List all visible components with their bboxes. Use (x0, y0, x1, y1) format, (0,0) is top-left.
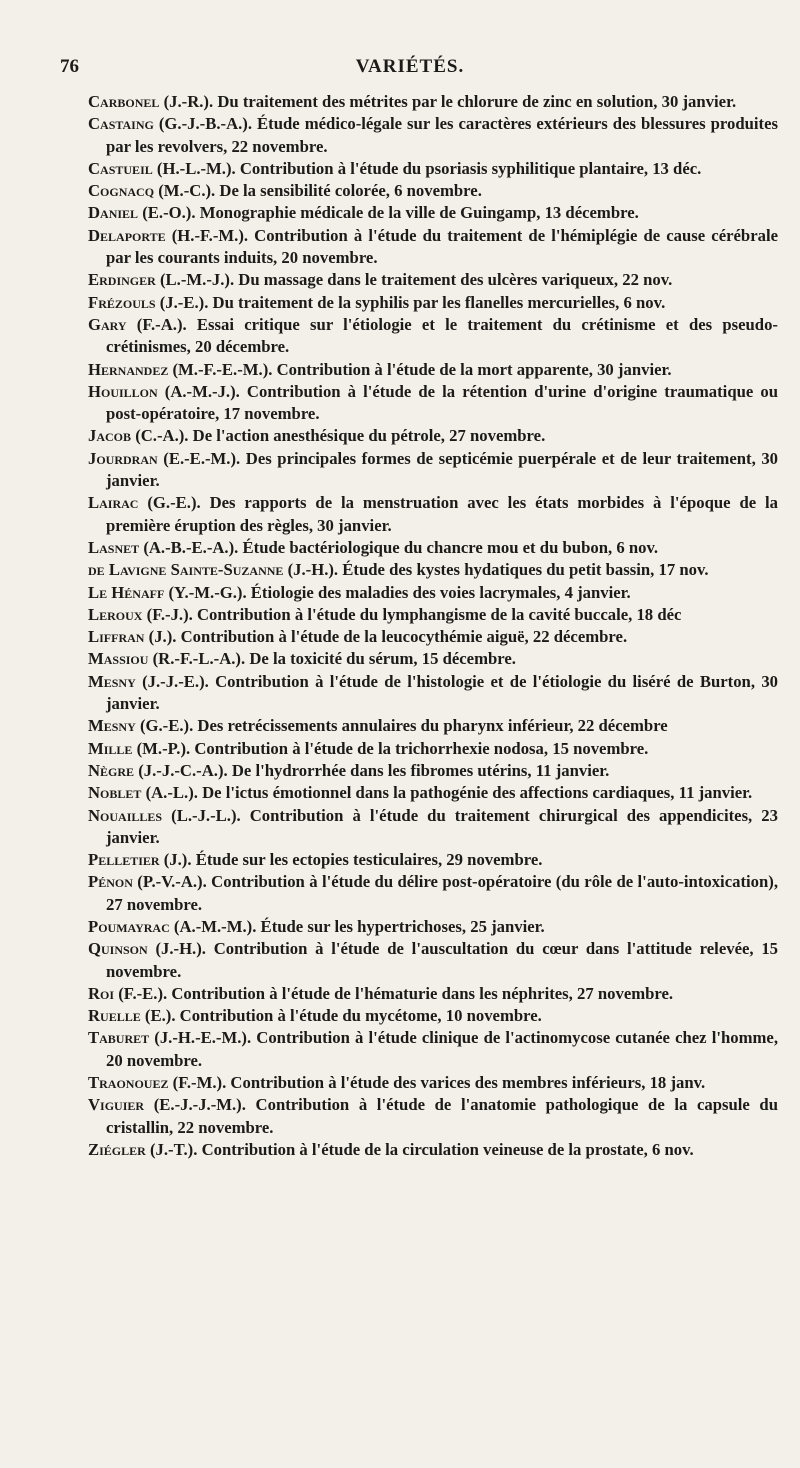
entry-text: (G.-J.-B.-A.). Étude médico-légale sur les caractères extérieurs des blessures produites par les revolvers, 22 novembre. (106, 114, 779, 156)
entry-author: Jourdran (88, 448, 158, 468)
list-item (88, 782, 778, 804)
entry-text: (A.-L.). De l'ictus émotionnel dans la pathogénie des affections cardiaques, 11 janvier. (145, 783, 753, 803)
entry-text: (J.-J.-E.). Contribution à l'étude de l'histologie et de l'étiologie du liséré de Burton, 30 janvier. (106, 671, 779, 714)
list-item (88, 648, 778, 670)
list-item (88, 425, 778, 447)
entry-author: Jacob (88, 426, 132, 446)
list-item (88, 314, 778, 359)
entry-author: Castaing (88, 114, 154, 134)
entry-text: (J.). Contribution à l'étude de la leucocythémie aiguë, 22 décembre. (148, 627, 628, 647)
entry-text: (C.-A.). De l'action anesthésique du pétrole, 27 novembre. (135, 426, 546, 446)
entry-text: (E.-O.). Monographie médicale de la ville de Guingamp, 13 décembre. (142, 203, 639, 223)
list-item (88, 180, 778, 202)
entry-text: (A.-M.-J.). Contribution à l'étude de la rétention d'urine d'origine traumatique ou post-opératoire, 17 novembre. (106, 381, 779, 424)
entry-text: (E.-J.-J.-M.). Contribution à l'étude de l'anatomie pathologique de la capsule du cristallin, 22 novembre. (106, 1095, 778, 1137)
entry-text: (L.-M.-J.). Du massage dans le traitement des ulcères variqueux, 22 nov. (159, 270, 673, 290)
entry-author: Nègre (88, 760, 135, 780)
entry-author: Gary (88, 314, 127, 334)
list-item (88, 1072, 778, 1094)
list-item (88, 359, 778, 381)
entry-author: Liffran (88, 627, 145, 647)
list-item (88, 738, 778, 760)
entry-text: (H.-F.-M.). Contribution à l'étude du traitement de l'hémiplégie de cause cérébrale par les courants induits, 20 novembre. (106, 225, 779, 268)
entry-text: (J.-H.). Étude des kystes hydatiques du petit bassin, 17 nov. (287, 560, 709, 580)
entry-author: Lairac (88, 493, 139, 513)
entry-text: (M.-P.). Contribution à l'étude de la trichorrhexie nodosa, 15 novembre. (136, 738, 649, 758)
entry-author: de Lavigne Sainte-Suzanne (88, 560, 284, 580)
entry-text: (P.-V.-A.). Contribution à l'étude du délire post-opératoire (du rôle de l'auto-intoxication), 27 novembre. (106, 872, 778, 914)
entry-text: (H.-L.-M.). Contribution à l'étude du psoriasis syphilitique plantaire, 13 déc. (156, 158, 702, 178)
entry-text: (J.-R.). Du traitement des métrites par le chlorure de zinc en solution, 30 janvier. (163, 92, 737, 111)
list-item (88, 492, 778, 537)
entry-author: Traonouez (88, 1073, 169, 1093)
entry-author: Roi (88, 983, 115, 1003)
entry-text: (J.-H.). Contribution à l'étude de l'auscultation du cœur dans l'attitude relevée, 15 novembre. (106, 939, 779, 981)
entry-text: (J.). Étude sur les ectopies testiculaires, 29 novembre. (163, 850, 543, 870)
entry-text: (J.-E.). Du traitement de la syphilis par les flanelles mercurielles, 6 nov. (159, 292, 666, 312)
entry-author: Hernandez (88, 359, 169, 379)
entry-text: (F.-J.). Contribution à l'étude du lymphangisme de la cavité buccale, 18 déc (146, 604, 682, 624)
entry-author: Carbonel (88, 92, 160, 111)
list-item (88, 448, 778, 493)
entry-text: (L.-J.-L.). Contribution à l'étude du traitement chirurgical des appendicites, 23 janvier. (106, 805, 778, 847)
running-title: VARIÉTÉS. (355, 56, 465, 77)
entry-author: Quinson (88, 939, 148, 959)
entry-text: (A.-B.-E.-A.). Étude bactériologique du chancre mou et du bubon, 6 nov. (143, 537, 659, 557)
list-item (88, 559, 778, 581)
list-item (88, 983, 778, 1005)
list-item (88, 760, 778, 782)
page-header (60, 56, 760, 86)
entry-author: Massiou (88, 649, 149, 669)
entry-author: Ruelle (88, 1006, 141, 1026)
list-item (88, 871, 778, 916)
entry-author: Erdinger (88, 270, 156, 290)
list-item (88, 849, 778, 871)
entry-author: Cognacq (88, 181, 155, 201)
entry-author: Poumayrac (88, 916, 170, 936)
entry-text: (J.-H.-E.-M.). Contribution à l'étude clinique de l'actinomycose cutanée chez l'homme, 20 novembre. (106, 1028, 778, 1070)
list-item (88, 225, 778, 270)
entry-text: (G.-E.). Des retrécissements annulaires du pharynx inférieur, 22 décembre (139, 716, 668, 736)
entry-author: Mesny (88, 716, 136, 736)
entry-author: Pelletier (88, 850, 160, 870)
list-item (88, 158, 778, 180)
list-item (88, 292, 778, 314)
list-item (88, 1139, 778, 1161)
entry-text: (Y.-M.-G.). Étiologie des maladies des voies lacrymales, 4 janvier. (168, 582, 631, 602)
entry-author: Houillon (88, 381, 158, 401)
entry-author: Pénon (88, 872, 133, 892)
entry-author: Daniel (88, 203, 139, 223)
list-item (88, 91, 778, 113)
list-item (88, 269, 778, 291)
entry-text: (E.-E.-M.). Des principales formes de septicémie puerpérale et de leur traitement, 30 janvier. (106, 448, 779, 491)
entry-author: Mesny (88, 671, 136, 691)
list-item (88, 805, 778, 850)
entry-author: Nouailles (88, 805, 163, 825)
list-item (88, 916, 778, 938)
list-item (88, 626, 778, 648)
list-item (88, 671, 778, 716)
page-number: 76 (60, 56, 79, 77)
list-item (88, 1094, 778, 1139)
entry-text: (J.-J.-C.-A.). De l'hydrorrhée dans les fibromes utérins, 11 janvier. (138, 760, 610, 780)
entry-author: Lasnet (88, 537, 140, 557)
entry-author: Viguier (88, 1095, 145, 1115)
entry-author: Mille (88, 738, 133, 758)
list-item (88, 582, 778, 604)
entry-text: (M.-F.-E.-M.). Contribution à l'étude de la mort apparente, 30 janvier. (172, 359, 672, 379)
entry-author: Frézouls (88, 292, 156, 312)
entry-author: Leroux (88, 604, 143, 624)
entry-text: (F.-E.). Contribution à l'étude de l'hématurie dans les néphrites, 27 novembre. (118, 983, 674, 1003)
list-item (88, 1027, 778, 1072)
entry-author: Noblet (88, 783, 142, 803)
entry-author: Delaporte (88, 225, 166, 245)
entry-text: (A.-M.-M.). Étude sur les hypertrichoses, 25 janvier. (173, 916, 545, 936)
list-item (88, 604, 778, 626)
list-item (88, 938, 778, 983)
list-item (88, 537, 778, 559)
entry-author: Ziégler (88, 1139, 146, 1159)
entry-text: (J.-T.). Contribution à l'étude de la circulation veineuse de la prostate, 6 nov. (149, 1139, 694, 1159)
entry-author: Castueil (88, 158, 153, 178)
entry-text: (E.). Contribution à l'étude du mycétome, 10 novembre. (144, 1006, 542, 1026)
list-item (88, 1005, 778, 1027)
entry-text: (F.-A.). Essai critique sur l'étiologie et le traitement du crétinisme et des pseudo-crétinismes, 20 décembre. (106, 314, 778, 357)
entry-author: Taburet (88, 1028, 150, 1048)
list-item (88, 113, 778, 158)
list-item (88, 202, 778, 224)
thesis-list (88, 91, 778, 1161)
entry-text: (G.-E.). Des rapports de la menstruation avec les états morbides à l'époque de la première éruption des règles, 30 janvier. (106, 493, 779, 535)
entry-text: (M.-C.). De la sensibilité colorée, 6 novembre. (158, 181, 482, 201)
entry-text: (R.-F.-L.-A.). De la toxicité du sérum, 15 décembre. (152, 649, 516, 669)
list-item (88, 715, 778, 737)
list-item (88, 381, 778, 426)
entry-text: (F.-M.). Contribution à l'étude des varices des membres inférieurs, 18 janv. (172, 1073, 706, 1093)
entry-author: Le Hénaff (88, 582, 165, 602)
